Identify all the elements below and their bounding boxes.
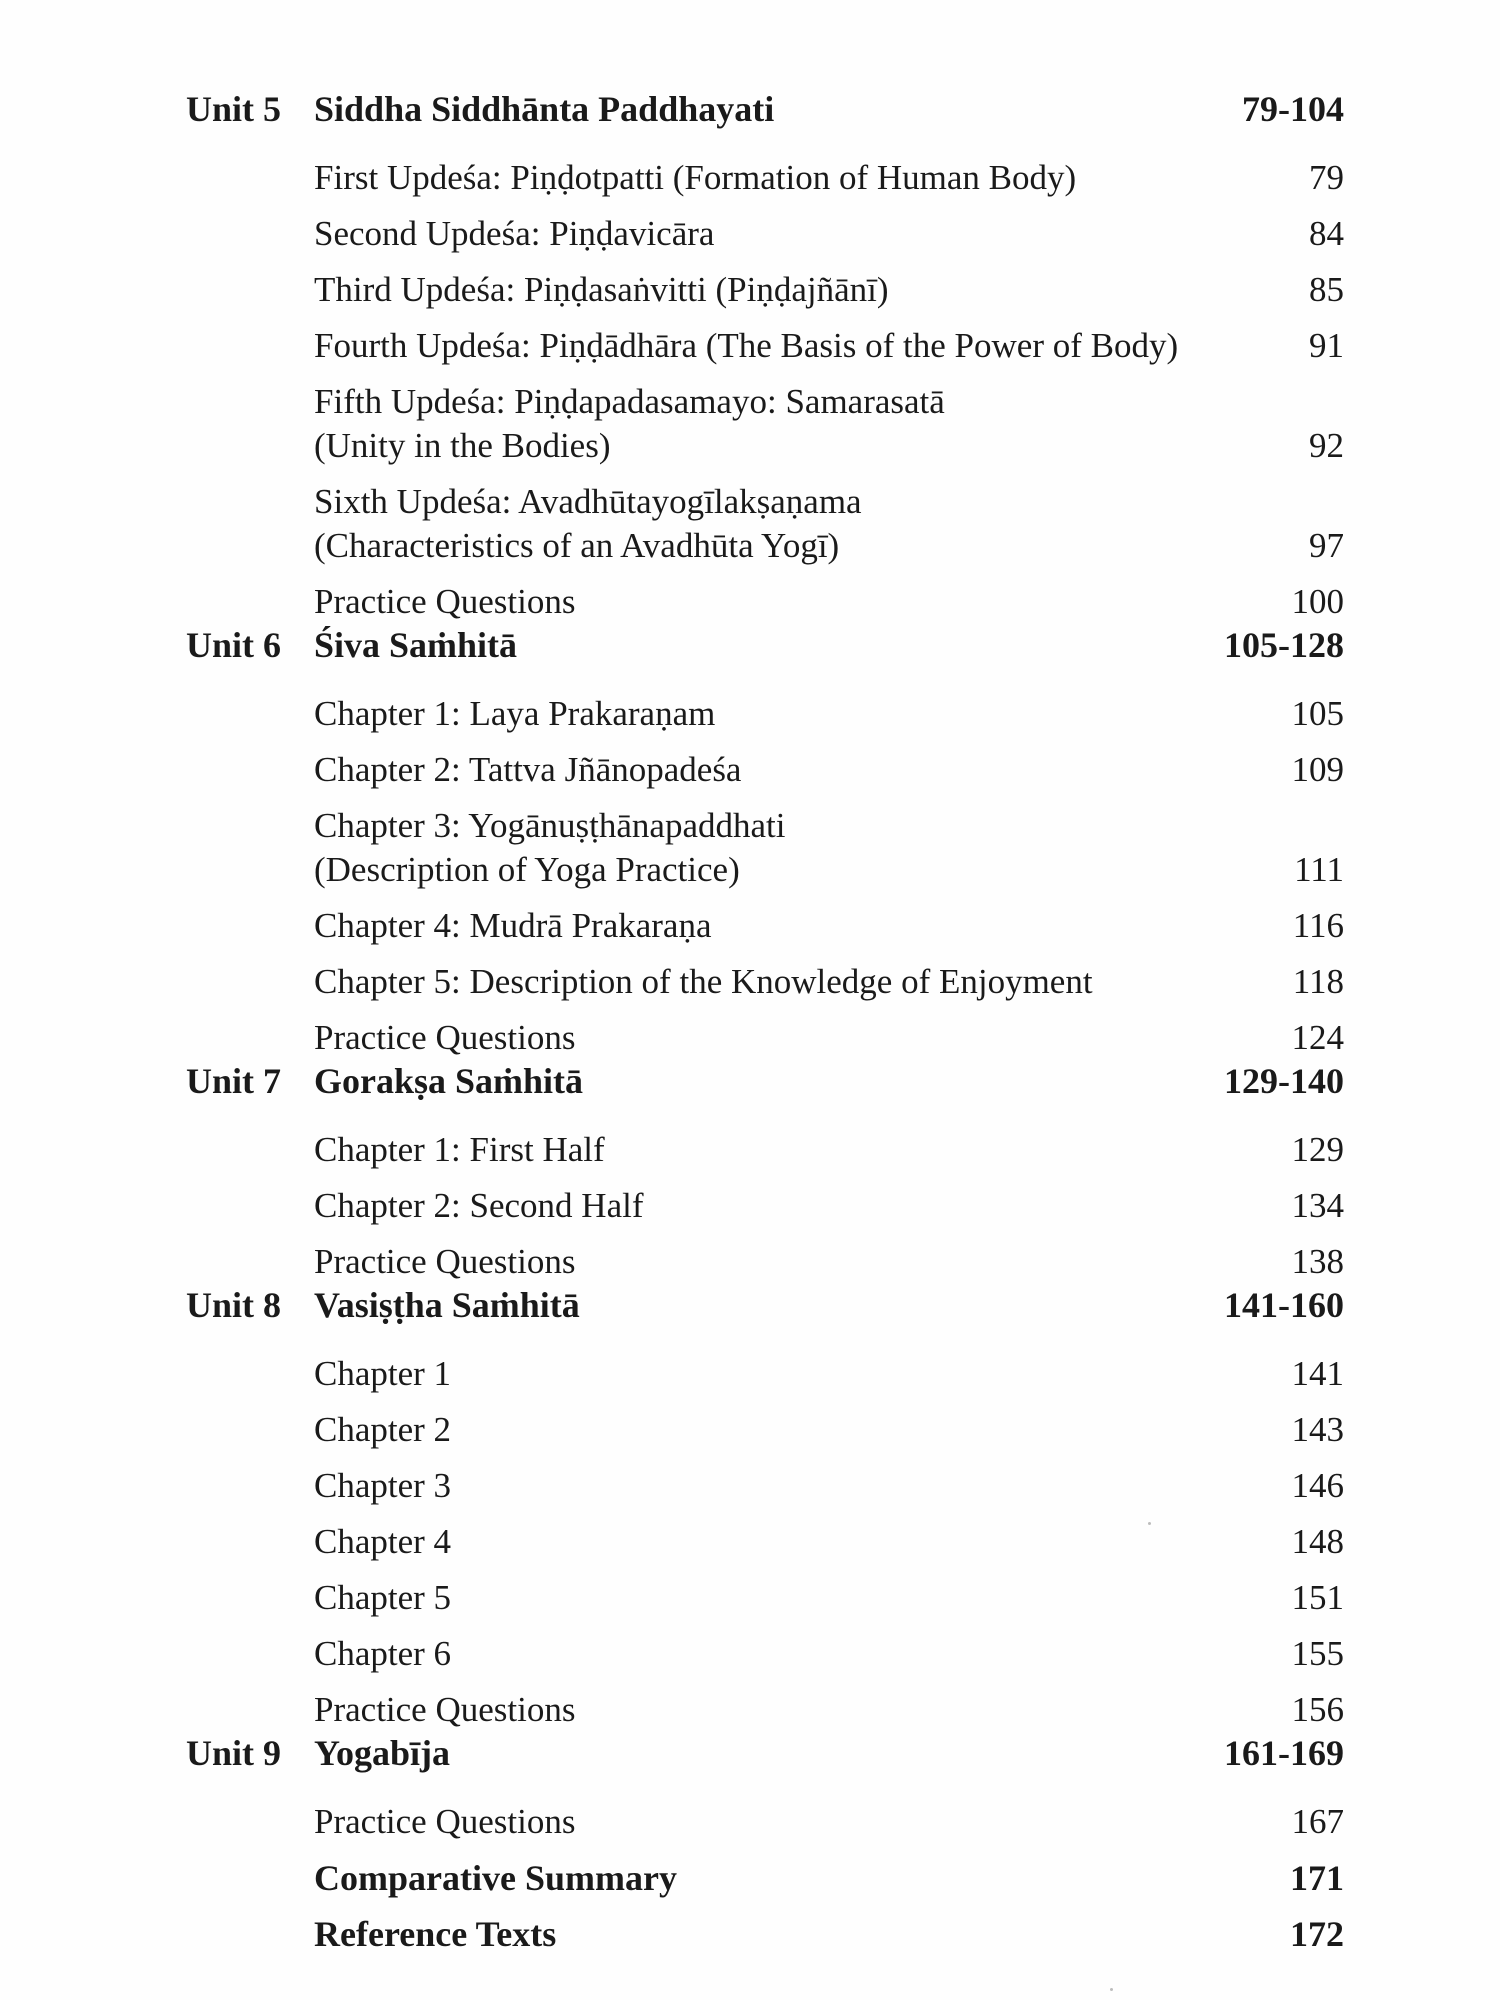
entry-title bbox=[314, 748, 1280, 792]
entry-title bbox=[314, 1240, 1280, 1284]
entry-title-line: Chapter 4: Mudrā Prakaraṇa bbox=[314, 906, 712, 945]
entry-page-number: 148 bbox=[1291, 1522, 1344, 1561]
unit-page-range: 161-169 bbox=[1224, 1733, 1344, 1773]
unit-title: Vasiṣṭha Saṁhitā bbox=[314, 1285, 580, 1325]
entry-title bbox=[314, 1408, 1280, 1452]
entry-title bbox=[314, 904, 1281, 948]
entry-title-line: Practice Questions bbox=[314, 1690, 576, 1729]
scan-speck bbox=[1148, 1522, 1151, 1525]
entry-title-line: Chapter 1: First Half bbox=[314, 1130, 605, 1169]
entry-title-line: Third Updeśa: Piṇḍasaṅvitti (Piṇḍajñānī) bbox=[314, 270, 889, 309]
entry-title-line: Chapter 1 bbox=[314, 1354, 452, 1393]
toc-entry bbox=[314, 1452, 1346, 1508]
scan-speck bbox=[1110, 1988, 1113, 1991]
entry-title bbox=[314, 1464, 1280, 1508]
entry-page-number: 146 bbox=[1291, 1466, 1344, 1505]
entry-title-line: Chapter 1: Laya Prakaraṇam bbox=[314, 694, 716, 733]
toc-entry bbox=[314, 368, 1346, 468]
unit-title: Siddha Siddhānta Paddhayati bbox=[314, 89, 775, 129]
unit-heading bbox=[186, 1284, 1346, 1340]
entry-page-number: 155 bbox=[1291, 1634, 1344, 1673]
back-matter-entry bbox=[314, 1844, 1346, 1900]
back-matter-entry bbox=[314, 1900, 1346, 1956]
table-of-contents bbox=[186, 88, 1346, 1956]
unit-label: Unit 5 bbox=[186, 89, 282, 129]
toc-entry bbox=[314, 1340, 1346, 1396]
entry-title-line: Chapter 6 bbox=[314, 1634, 452, 1673]
entry-page-number: 129 bbox=[1291, 1130, 1344, 1169]
toc-entry bbox=[314, 568, 1346, 624]
toc-entry bbox=[314, 736, 1346, 792]
entry-title bbox=[314, 156, 1297, 200]
unit-title: Śiva Saṁhitā bbox=[314, 625, 518, 665]
entry-title bbox=[314, 1184, 1280, 1228]
entry-title bbox=[314, 212, 1297, 256]
entry-title-line: Fourth Updeśa: Piṇḍādhāra (The Basis of the Power of Body) bbox=[314, 326, 1179, 365]
entry-page-number: 143 bbox=[1291, 1410, 1344, 1449]
entry-title bbox=[314, 960, 1281, 1004]
unit-block bbox=[186, 624, 1346, 1060]
entry-title bbox=[314, 1688, 1280, 1732]
entry-title-line: Chapter 2: Tattva Jñānopadeśa bbox=[314, 750, 742, 789]
entry-title-line: Practice Questions bbox=[314, 1242, 576, 1281]
unit-title: Yogabīja bbox=[314, 1733, 451, 1773]
unit-heading bbox=[186, 1060, 1346, 1116]
entry-title-line: Chapter 3: Yogānuṣṭhānapaddhati bbox=[314, 806, 786, 845]
entry-page-number: 151 bbox=[1291, 1578, 1344, 1617]
entry-title-line: Chapter 4 bbox=[314, 1522, 452, 1561]
entry-page-number: 100 bbox=[1291, 582, 1344, 621]
entry-title bbox=[314, 480, 1297, 568]
entry-page-number: 105 bbox=[1291, 694, 1344, 733]
entry-title bbox=[314, 804, 1282, 892]
entry-page-number: 84 bbox=[1309, 214, 1344, 253]
back-matter-title: Comparative Summary bbox=[314, 1858, 677, 1898]
entry-title-line: First Updeśa: Piṇḍotpatti (Formation of Human Body) bbox=[314, 158, 1077, 197]
unit-block bbox=[186, 1060, 1346, 1284]
entry-title bbox=[314, 1352, 1280, 1396]
entry-page-number: 91 bbox=[1309, 326, 1344, 365]
toc-entry bbox=[314, 144, 1346, 200]
unit-block bbox=[186, 88, 1346, 624]
entry-title bbox=[314, 268, 1297, 312]
entry-title-line: (Description of Yoga Practice) bbox=[314, 850, 740, 889]
entry-list bbox=[314, 144, 1346, 624]
entry-title bbox=[314, 580, 1280, 624]
back-matter-list bbox=[314, 1844, 1346, 1956]
entry-page-number: 156 bbox=[1291, 1690, 1344, 1729]
unit-label: Unit 6 bbox=[186, 625, 282, 665]
unit-label: Unit 9 bbox=[186, 1733, 282, 1773]
toc-entry bbox=[314, 1508, 1346, 1564]
entry-title-line: Chapter 3 bbox=[314, 1466, 452, 1505]
entry-title-line: Chapter 2: Second Half bbox=[314, 1186, 644, 1225]
entry-page-number: 79 bbox=[1309, 158, 1344, 197]
toc-entry bbox=[314, 792, 1346, 892]
unit-page-range: 79-104 bbox=[1242, 89, 1344, 129]
unit-page-range: 141-160 bbox=[1224, 1285, 1344, 1325]
toc-entry bbox=[314, 892, 1346, 948]
entry-page-number: 109 bbox=[1291, 750, 1344, 789]
entry-page-number: 116 bbox=[1292, 906, 1344, 945]
entry-title bbox=[314, 692, 1280, 736]
unit-heading bbox=[186, 624, 1346, 680]
unit-label: Unit 7 bbox=[186, 1061, 282, 1101]
entry-title bbox=[314, 1800, 1280, 1844]
entry-title bbox=[314, 1016, 1280, 1060]
unit-heading bbox=[186, 88, 1346, 144]
entry-title bbox=[314, 1520, 1280, 1564]
entry-title-line: Chapter 5 bbox=[314, 1578, 452, 1617]
unit-heading bbox=[186, 1732, 1346, 1788]
entry-page-number: 167 bbox=[1291, 1802, 1344, 1841]
unit-block bbox=[186, 1732, 1346, 1844]
toc-entry bbox=[314, 1620, 1346, 1676]
entry-title-line: Chapter 5: Description of the Knowledge of Enjoyment bbox=[314, 962, 1093, 1001]
entry-title-line: Chapter 2 bbox=[314, 1410, 452, 1449]
toc-entry bbox=[314, 948, 1346, 1004]
entry-page-number: 92 bbox=[1309, 426, 1344, 465]
toc-entry bbox=[314, 312, 1346, 368]
entry-page-number: 124 bbox=[1291, 1018, 1344, 1057]
entry-page-number: 141 bbox=[1291, 1354, 1344, 1393]
entry-title bbox=[314, 380, 1297, 468]
unit-page-range: 129-140 bbox=[1224, 1061, 1344, 1101]
entry-title-line: (Unity in the Bodies) bbox=[314, 426, 611, 465]
entry-title-line: Sixth Updeśa: Avadhūtayogīlakṣaṇama bbox=[314, 482, 862, 521]
entry-page-number: 118 bbox=[1292, 962, 1344, 1001]
entry-page-number: 97 bbox=[1309, 526, 1344, 565]
entry-list bbox=[314, 1340, 1346, 1732]
back-matter-title: Reference Texts bbox=[314, 1914, 557, 1954]
toc-entry bbox=[314, 1228, 1346, 1284]
toc-entry bbox=[314, 256, 1346, 312]
toc-entry bbox=[314, 200, 1346, 256]
toc-entry bbox=[314, 1172, 1346, 1228]
entry-title bbox=[314, 324, 1297, 368]
back-matter-page: 171 bbox=[1290, 1858, 1344, 1898]
entry-list bbox=[314, 680, 1346, 1060]
entry-page-number: 134 bbox=[1291, 1186, 1344, 1225]
unit-block bbox=[186, 1284, 1346, 1732]
toc-entry bbox=[314, 1116, 1346, 1172]
entry-list bbox=[314, 1788, 1346, 1844]
entry-list bbox=[314, 1116, 1346, 1284]
entry-title bbox=[314, 1128, 1280, 1172]
entry-title-line: (Characteristics of an Avadhūta Yogī) bbox=[314, 526, 840, 565]
entry-title bbox=[314, 1632, 1280, 1676]
toc-entry bbox=[314, 1004, 1346, 1060]
entry-page-number: 85 bbox=[1309, 270, 1344, 309]
toc-entry bbox=[314, 1676, 1346, 1732]
entry-title-line: Practice Questions bbox=[314, 582, 576, 621]
toc-entry bbox=[314, 1396, 1346, 1452]
unit-page-range: 105-128 bbox=[1224, 625, 1344, 665]
unit-label: Unit 8 bbox=[186, 1285, 282, 1325]
toc-entry bbox=[314, 680, 1346, 736]
entry-title-line: Second Updeśa: Piṇḍavicāra bbox=[314, 214, 715, 253]
entry-title-line: Practice Questions bbox=[314, 1018, 576, 1057]
toc-entry bbox=[314, 1788, 1346, 1844]
entry-title-line: Practice Questions bbox=[314, 1802, 576, 1841]
unit-title: Gorakṣa Saṁhitā bbox=[314, 1061, 584, 1101]
entry-title-line: Fifth Updeśa: Piṇḍapadasamayo: Samarasatā bbox=[314, 382, 945, 421]
back-matter-page: 172 bbox=[1290, 1914, 1344, 1954]
toc-entry bbox=[314, 468, 1346, 568]
toc-entry bbox=[314, 1564, 1346, 1620]
entry-page-number: 111 bbox=[1294, 850, 1344, 889]
entry-page-number: 138 bbox=[1291, 1242, 1344, 1281]
entry-title bbox=[314, 1576, 1280, 1620]
